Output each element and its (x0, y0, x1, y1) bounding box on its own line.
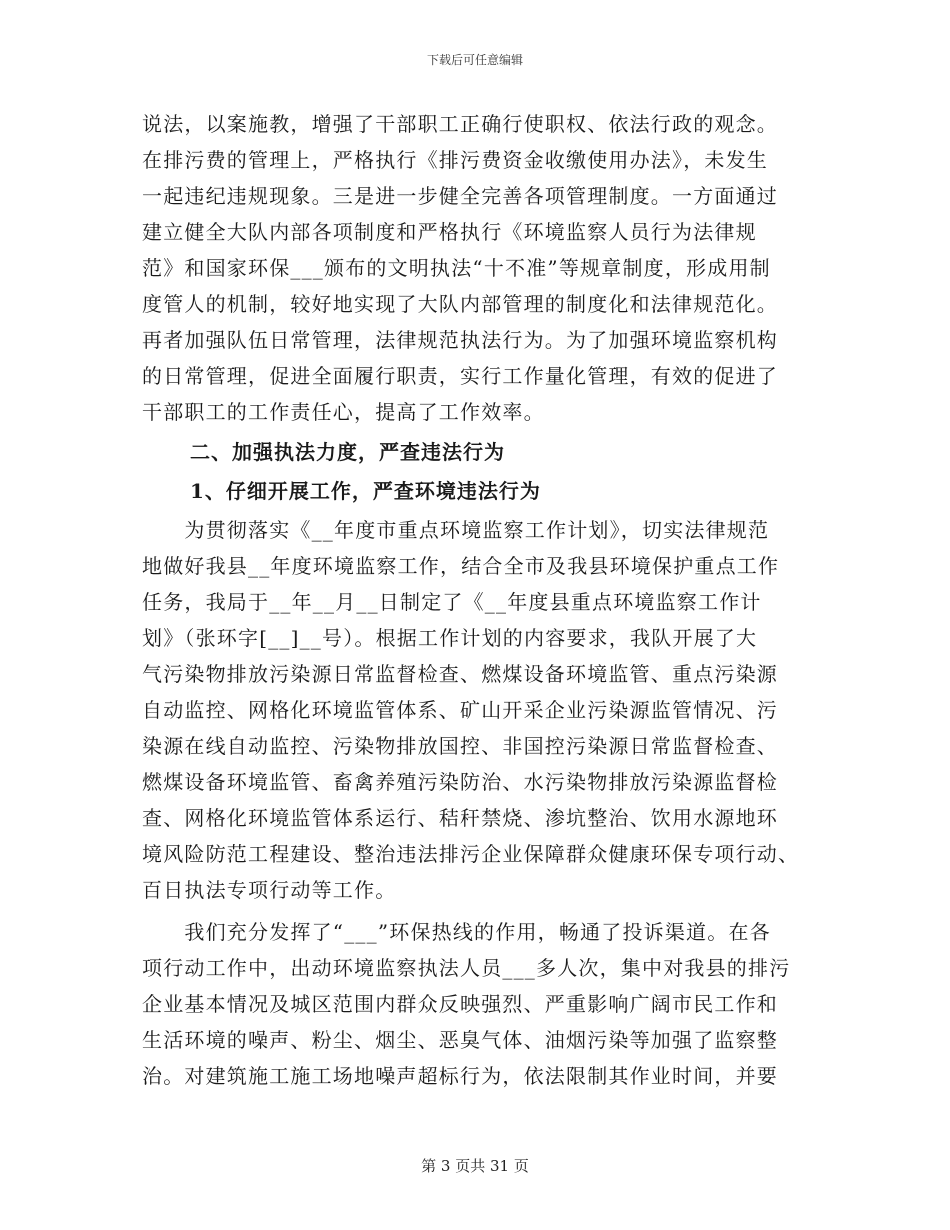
text-line: 染源在线自动监控、污染物排放国控、非国控污染源日常监督检查、 (142, 734, 778, 758)
paragraph-3 (142, 914, 810, 1094)
text-line: 燃煤设备环境监管、畜禽养殖污染防治、水污染物排放污染源监督检 (142, 770, 778, 794)
subsection-heading: 1、仔细开展工作，严查环境违法行为 (190, 479, 541, 503)
text-line: 为贯彻落实《__年度市重点环境监察工作计划》，切实法律规范 (142, 518, 770, 542)
text-line: 范》和国家环保___颁布的文明执法“十不准”等规章制度，形成用制 (142, 256, 771, 280)
text-line: 任务，我局于__年__月__日制定了《__年度县重点环境监察工作计 (142, 590, 762, 614)
page-header: 下载后可任意编辑 (426, 53, 523, 67)
text-line: 干部职工的工作责任心，提高了工作效率。 (142, 400, 545, 424)
text-line: 建立健全大队内部各项制度和严格执行《环境监察人员行为法律规 (142, 220, 757, 244)
text-line: 一起违纪违规现象。三是进一步健全完善各项管理制度。一方面通过 (142, 184, 778, 208)
text-line: 查、网格化环境监管体系运行、秸秆禁烧、渗坑整治、饮用水源地环 (142, 806, 778, 830)
text-line: 百日执法专项行动等工作。 (142, 878, 397, 902)
text-line: 在排污费的管理上，严格执行《排污费资金收缴使用办法》，未发生 (142, 148, 768, 172)
document-body (142, 106, 810, 1094)
text-line: 治。对建筑施工施工场地噪声超标行为，依法限制其作业时间，并要 (142, 1064, 778, 1088)
text-line: 生活环境的噪声、粉尘、烟尘、恶臭气体、油烟污染等加强了监察整 (142, 1028, 778, 1052)
text-line: 划》（张环字[__]__号）。根据工作计划的内容要求，我队开展了大 (142, 626, 758, 650)
text-line: 的日常管理，促进全面履行职责，实行工作量化管理，有效的促进了 (142, 364, 778, 388)
section-heading: 二、加强执法力度，严查违法行为 (190, 440, 505, 464)
text-line: 度管人的机制，较好地实现了大队内部管理的制度化和法律规范化。 (142, 292, 778, 316)
text-line: 自动监控、网格化环境监管体系、矿山开采企业污染源监管情况、污 (142, 698, 778, 722)
paragraph-2 (142, 512, 810, 908)
text-line: 说法，以案施教，增强了干部职工正确行使职权、依法行政的观念。 (142, 112, 778, 136)
text-line: 气污染物排放污染源日常监督检查、燃煤设备环境监管、重点污染源 (142, 662, 778, 686)
text-line: 地做好我县__年度环境监察工作，结合全市及我县环境保护重点工作 (142, 554, 780, 578)
text-line: 我们充分发挥了“___”环保热线的作用，畅通了投诉渠道。在各 (142, 920, 771, 944)
text-line: 项行动工作中，出动环境监察执法人员___多人次，集中对我县的排污 (142, 956, 791, 980)
page-number: 第 3 页共 31 页 (421, 1157, 529, 1175)
paragraph-1 (142, 106, 810, 430)
text-line: 再者加强队伍日常管理，法律规范执法行为。为了加强环境监察机构 (142, 328, 778, 352)
text-line: 境风险防范工程建设、整治违法排污企业保障群众健康环保专项行动、 (142, 842, 800, 866)
text-line: 企业基本情况及城区范围内群众反映强烈、严重影响广阔市民工作和 (142, 992, 778, 1016)
